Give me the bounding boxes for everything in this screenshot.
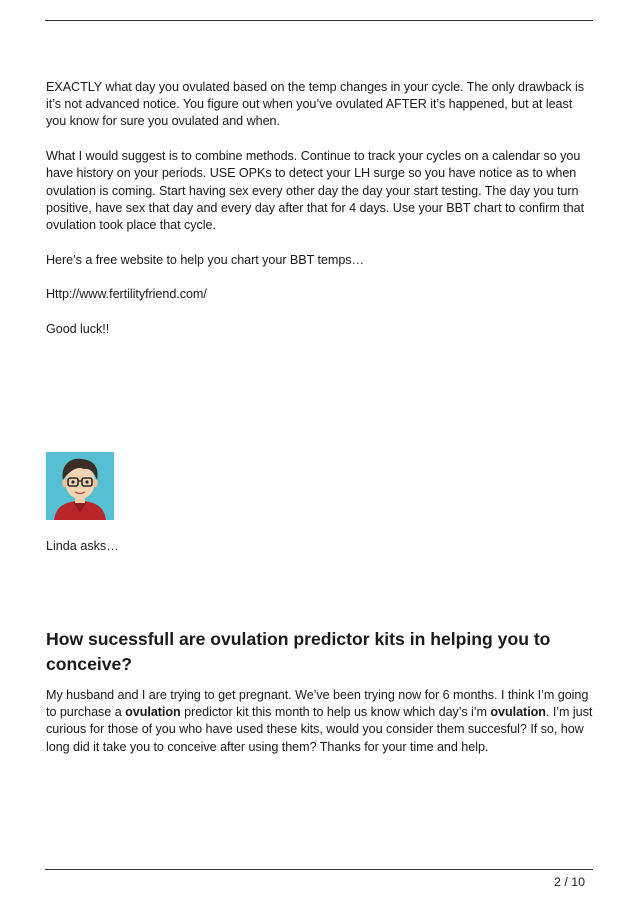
answer-paragraph-3: Here’s a free website to help you chart your BBT temps…: [46, 252, 365, 267]
answer-paragraph-1: EXACTLY what day you ovulated based on the temp changes in your cycle. The only drawback is it’s not advanced notice. You figure out when you’ve ovulated AFTER it’s happened, but at least you know for sure you ovulated and when.: [46, 80, 584, 129]
question-text-2: predictor kit this month to help us know which day’s i’m: [180, 705, 491, 720]
sign-off: Good luck!!: [46, 322, 110, 337]
question-text-1: My husband and I are trying to get pregnant. We’ve been trying now for 6 months. I think I’m going to purchase a: [46, 688, 589, 720]
answer-body: [46, 79, 594, 338]
page-number: 2 / 10: [553, 875, 585, 889]
answer-paragraph-2: What I would suggest is to combine methods. Continue to track your cycles on a calendar so you have history on your periods. USE OPKs to detect your LH surge so you have notice as to when ovulation is coming. Start having sex every other day the day your start testing. The day you turn positive, have sex that day and every day after that for 4 days. Use your BBT chart to confirm that ovulation took place that cycle.: [46, 149, 585, 232]
keyword-ovulation-2: ovulation: [490, 705, 546, 720]
keyword-ovulation-1: ovulation: [125, 705, 181, 720]
avatar: [46, 452, 114, 520]
header-rule: [45, 20, 593, 21]
question-section: [46, 627, 594, 756]
question-body: [46, 687, 594, 756]
question-title: How sucessfull are ovulation predictor kits in helping you to conceive?: [46, 629, 551, 674]
footer-rule: [45, 869, 593, 870]
fertility-friend-link[interactable]: Http://www.fertilityfriend.com/: [46, 287, 207, 302]
asker-label: Linda asks…: [46, 539, 119, 553]
question-text-3: . I’m just curious for those of you who have used these kits, would you consider them succesful? If so, how long did it take you to conceive after using them? Thanks for your time and help.: [46, 705, 593, 754]
avatar-illustration: [46, 452, 114, 520]
